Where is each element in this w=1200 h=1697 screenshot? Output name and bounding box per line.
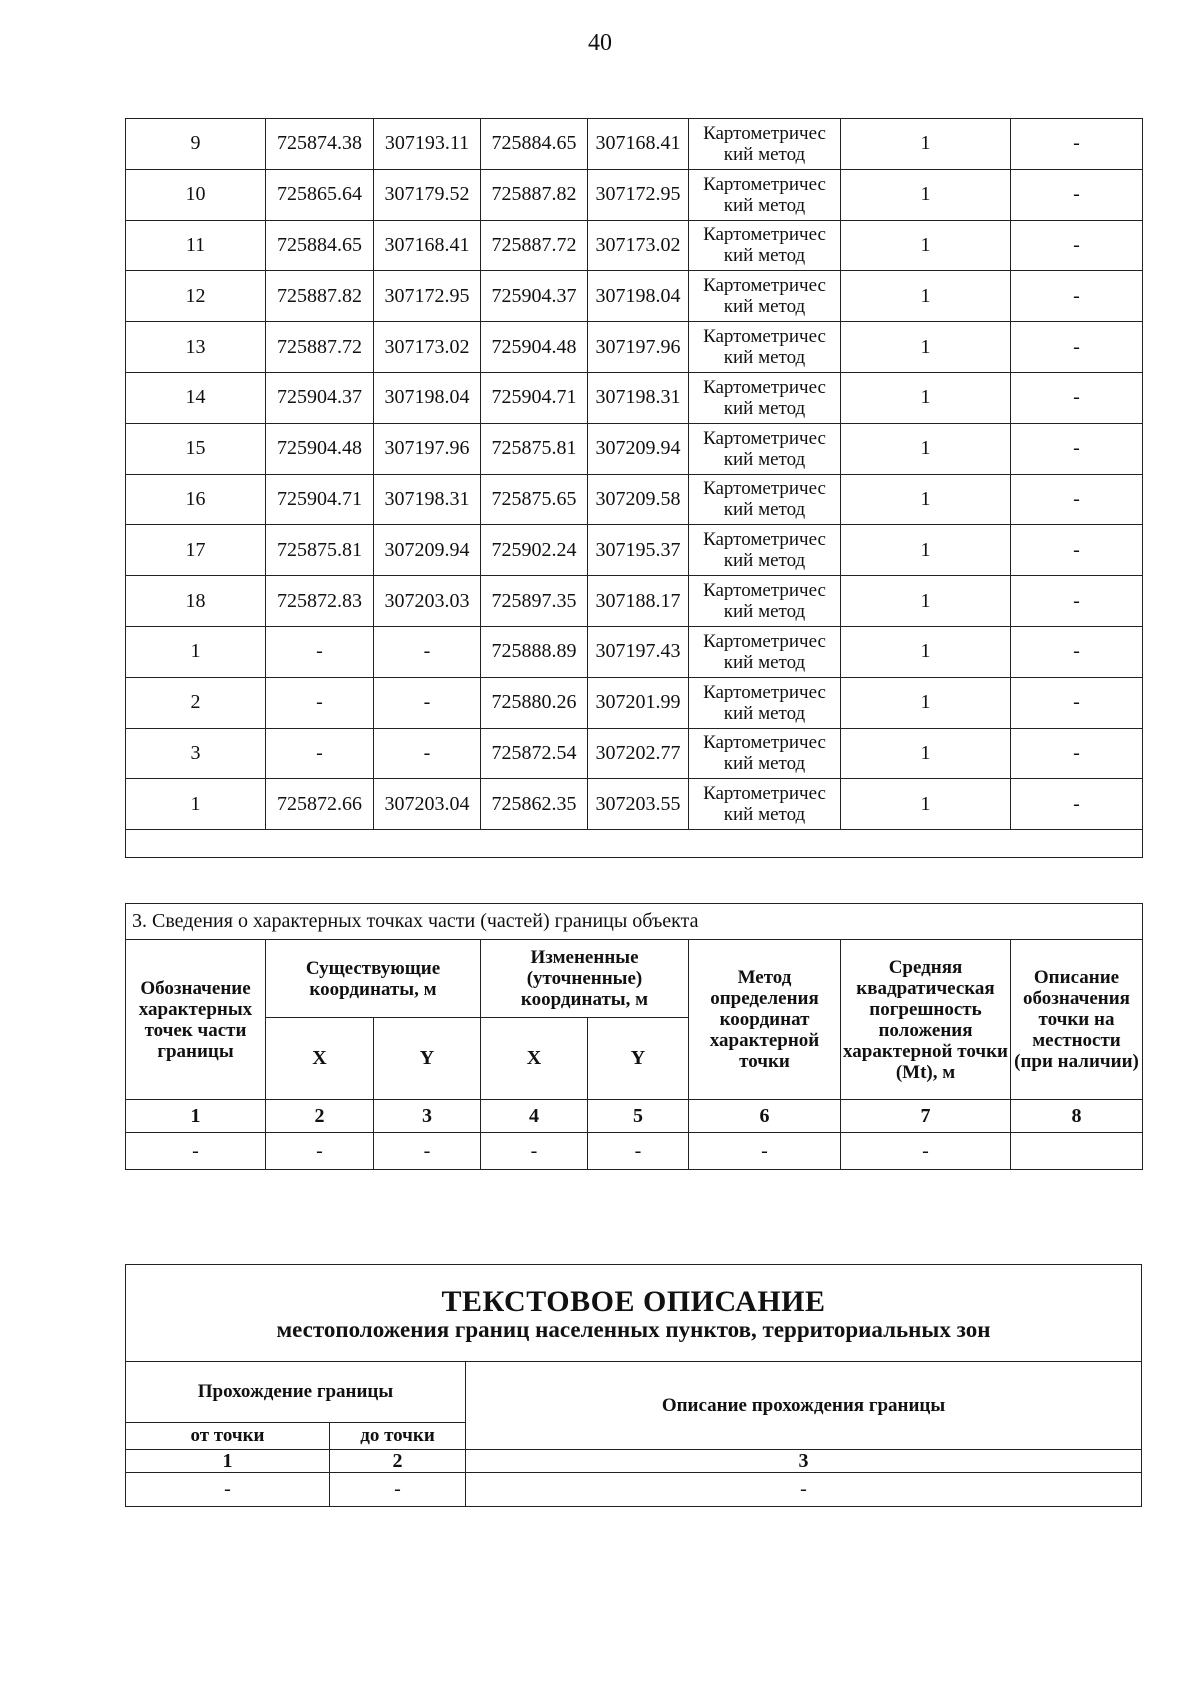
method-cell [689,576,841,627]
table-cell: 725874.38 [266,119,374,170]
method-cell [689,322,841,373]
table-cell: 1 [841,169,1011,220]
table-cell: - [1011,677,1143,728]
points-table [125,118,1143,858]
table-cell: 307197.96 [374,423,481,474]
table-cell [1011,1133,1143,1170]
method-line: Картометричес [703,529,826,551]
table-cell: 307209.58 [588,474,689,525]
table-cell: 307203.55 [588,779,689,830]
table-cell: - [1011,220,1143,271]
table-cell: 307173.02 [588,220,689,271]
table-cell: 1 [841,779,1011,830]
header-changed-coords: Измененные (уточненные) координаты, м [481,940,689,1018]
table-cell: 725872.54 [481,728,588,779]
table-cell: 307168.41 [374,220,481,271]
column-number: 3 [466,1450,1142,1473]
table-cell: - [1011,525,1143,576]
method-line: Картометричес [703,173,826,195]
table-cell: - [841,1133,1011,1170]
table-cell: 307195.37 [588,525,689,576]
table-cell: - [330,1473,466,1507]
column-number: 7 [841,1100,1011,1133]
header-y-changed: Y [588,1018,689,1100]
table-cell: - [266,1133,374,1170]
table-row [126,423,1143,474]
method-line: Картометричес [703,427,826,449]
table-cell: 14 [126,372,266,423]
table-cell: 1 [841,220,1011,271]
table-row [126,626,1143,677]
table-cell: - [266,626,374,677]
method-cell [689,728,841,779]
table-cell: - [126,1473,330,1507]
table-cell: 1 [841,119,1011,170]
table-cell: 1 [841,372,1011,423]
table-cell: 307198.04 [374,372,481,423]
header-x-changed: X [481,1018,588,1100]
method-line: кий метод [723,804,806,826]
table-cell: 3 [126,728,266,779]
column-number: 4 [481,1100,588,1133]
parts-table [125,903,1143,1170]
table-cell: - [374,677,481,728]
table-cell: 13 [126,322,266,373]
table-row [126,119,1143,170]
table-cell: 307203.04 [374,779,481,830]
method-line: Картометричес [703,326,826,348]
table-cell: 725872.83 [266,576,374,627]
table-row [126,677,1143,728]
table-cell: 725884.65 [266,220,374,271]
table-cell: 725887.82 [266,271,374,322]
table-cell: - [588,1133,689,1170]
table-cell: 307202.77 [588,728,689,779]
table-cell: 9 [126,119,266,170]
column-number: 6 [689,1100,841,1133]
table-cell: 10 [126,169,266,220]
method-cell [689,119,841,170]
table-cell: - [1011,779,1143,830]
table-cell: 1 [126,626,266,677]
table-cell: 1 [841,525,1011,576]
table-cell: 1 [841,626,1011,677]
method-line: Картометричес [703,783,826,805]
method-line: кий метод [723,448,806,470]
table-row [126,220,1143,271]
method-line: Картометричес [703,580,826,602]
method-line: кий метод [723,651,806,673]
text-description-title: ТЕКСТОВОЕ ОПИСАНИЕ [441,1285,826,1318]
table-row [126,576,1143,627]
table-cell: 725904.71 [266,474,374,525]
header-designation: Обозначение характерных точек части границы [126,940,266,1100]
column-number: 2 [330,1450,466,1473]
table-cell: 725862.35 [481,779,588,830]
table-cell: 725884.65 [481,119,588,170]
method-line: Картометричес [703,630,826,652]
table-cell: - [481,1133,588,1170]
table-cell: 725904.37 [266,372,374,423]
table-cell: 1 [841,728,1011,779]
header-existing-coords: Существующие координаты, м [266,940,481,1018]
table-cell: - [466,1473,1142,1507]
method-cell [689,423,841,474]
header-method: Метод определения координат характерной точки [689,940,841,1100]
page-number: 40 [588,30,612,56]
table-row [126,322,1143,373]
table-cell: 725875.65 [481,474,588,525]
table-cell: 307198.31 [588,372,689,423]
table-cell: - [1011,119,1143,170]
method-cell [689,626,841,677]
table-cell: 15 [126,423,266,474]
table-cell: 307198.31 [374,474,481,525]
method-line: Картометричес [703,478,826,500]
table-cell: 1 [841,677,1011,728]
method-cell [689,779,841,830]
method-line: кий метод [723,397,806,419]
column-number: 1 [126,1450,330,1473]
column-number: 8 [1011,1100,1143,1133]
method-line: кий метод [723,245,806,267]
table-cell: - [1011,423,1143,474]
table-cell: 307193.11 [374,119,481,170]
method-cell [689,474,841,525]
table-cell: 307203.03 [374,576,481,627]
table-cell: 725887.72 [266,322,374,373]
method-cell [689,677,841,728]
table-cell: 2 [126,677,266,728]
table-cell: - [1011,626,1143,677]
table-cell: 307197.96 [588,322,689,373]
table-cell: - [374,728,481,779]
table-cell: 725897.35 [481,576,588,627]
method-line: кий метод [723,499,806,521]
header-description: Описание обозначения точки на местности (при наличии) [1011,940,1143,1100]
table-cell: - [374,1133,481,1170]
empty-row [126,830,1143,858]
table-cell: 307173.02 [374,322,481,373]
table-cell: 307209.94 [588,423,689,474]
table-cell: - [1011,271,1143,322]
method-line: кий метод [723,296,806,318]
parts-table-caption: 3. Сведения о характерных точках части (частей) границы объекта [126,904,1143,940]
table-row [126,525,1143,576]
table-cell: 725875.81 [266,525,374,576]
table-cell: 307179.52 [374,169,481,220]
method-line: кий метод [723,143,806,165]
text-description-heading [126,1265,1142,1362]
table-row [126,169,1143,220]
table-cell: 1 [126,779,266,830]
table-cell: - [689,1133,841,1170]
table-cell: 725887.72 [481,220,588,271]
table-cell: - [266,728,374,779]
column-number: 5 [588,1100,689,1133]
method-cell [689,372,841,423]
table-cell: - [1011,322,1143,373]
table-cell: 725880.26 [481,677,588,728]
table-cell: 307198.04 [588,271,689,322]
text-description-table [125,1264,1142,1507]
header-from-point: от точки [126,1423,330,1450]
method-line: Картометричес [703,122,826,144]
table-cell: - [126,1133,266,1170]
table-cell: 725887.82 [481,169,588,220]
table-row [126,728,1143,779]
header-error: Средняя квадратическая погрешность положения характерной точки (Mt), м [841,940,1011,1100]
method-line: Картометричес [703,224,826,246]
table-cell: - [374,626,481,677]
column-number: 1 [126,1100,266,1133]
method-line: кий метод [723,550,806,572]
table-cell: 307209.94 [374,525,481,576]
table-cell: 307172.95 [374,271,481,322]
table-cell: 725904.37 [481,271,588,322]
table-cell: - [266,677,374,728]
table-cell: 17 [126,525,266,576]
method-line: Картометричес [703,275,826,297]
column-number: 3 [374,1100,481,1133]
text-description-subtitle: местоположения границ населенных пунктов, территориальных зон [276,1317,991,1342]
method-line: кий метод [723,347,806,369]
table-cell: 307188.17 [588,576,689,627]
table-cell: 1 [841,474,1011,525]
table-cell: 307197.43 [588,626,689,677]
table-cell: 18 [126,576,266,627]
method-line: кий метод [723,194,806,216]
method-line: кий метод [723,753,806,775]
table-cell: 307168.41 [588,119,689,170]
table-row [126,271,1143,322]
header-y-existing: Y [374,1018,481,1100]
table-cell: 12 [126,271,266,322]
table-cell: 725872.66 [266,779,374,830]
table-cell: - [1011,169,1143,220]
table-cell: 725875.81 [481,423,588,474]
method-cell [689,220,841,271]
table-row [126,779,1143,830]
table-cell: 725904.48 [481,322,588,373]
table-cell: 16 [126,474,266,525]
method-cell [689,169,841,220]
table-cell: 1 [841,576,1011,627]
table-cell: - [1011,372,1143,423]
column-number: 2 [266,1100,374,1133]
header-passage: Прохождение границы [126,1362,466,1423]
method-line: Картометричес [703,376,826,398]
table-cell: 1 [841,271,1011,322]
table-cell: 1 [841,423,1011,474]
header-passage-description: Описание прохождения границы [466,1362,1142,1450]
table-row [126,372,1143,423]
method-line: Картометричес [703,732,826,754]
method-cell [689,271,841,322]
method-line: кий метод [723,601,806,623]
table-cell: 307172.95 [588,169,689,220]
table-cell: - [1011,474,1143,525]
table-cell: 725902.24 [481,525,588,576]
table-cell: 307201.99 [588,677,689,728]
table-cell: 11 [126,220,266,271]
table-cell: 725904.71 [481,372,588,423]
table-cell: 1 [841,322,1011,373]
table-cell: 725888.89 [481,626,588,677]
table-cell: - [1011,576,1143,627]
header-x-existing: X [266,1018,374,1100]
table-cell: 725904.48 [266,423,374,474]
table-row [126,474,1143,525]
method-cell [689,525,841,576]
table-cell: 725865.64 [266,169,374,220]
method-line: кий метод [723,702,806,724]
header-to-point: до точки [330,1423,466,1450]
table-cell: - [1011,728,1143,779]
method-line: Картометричес [703,681,826,703]
